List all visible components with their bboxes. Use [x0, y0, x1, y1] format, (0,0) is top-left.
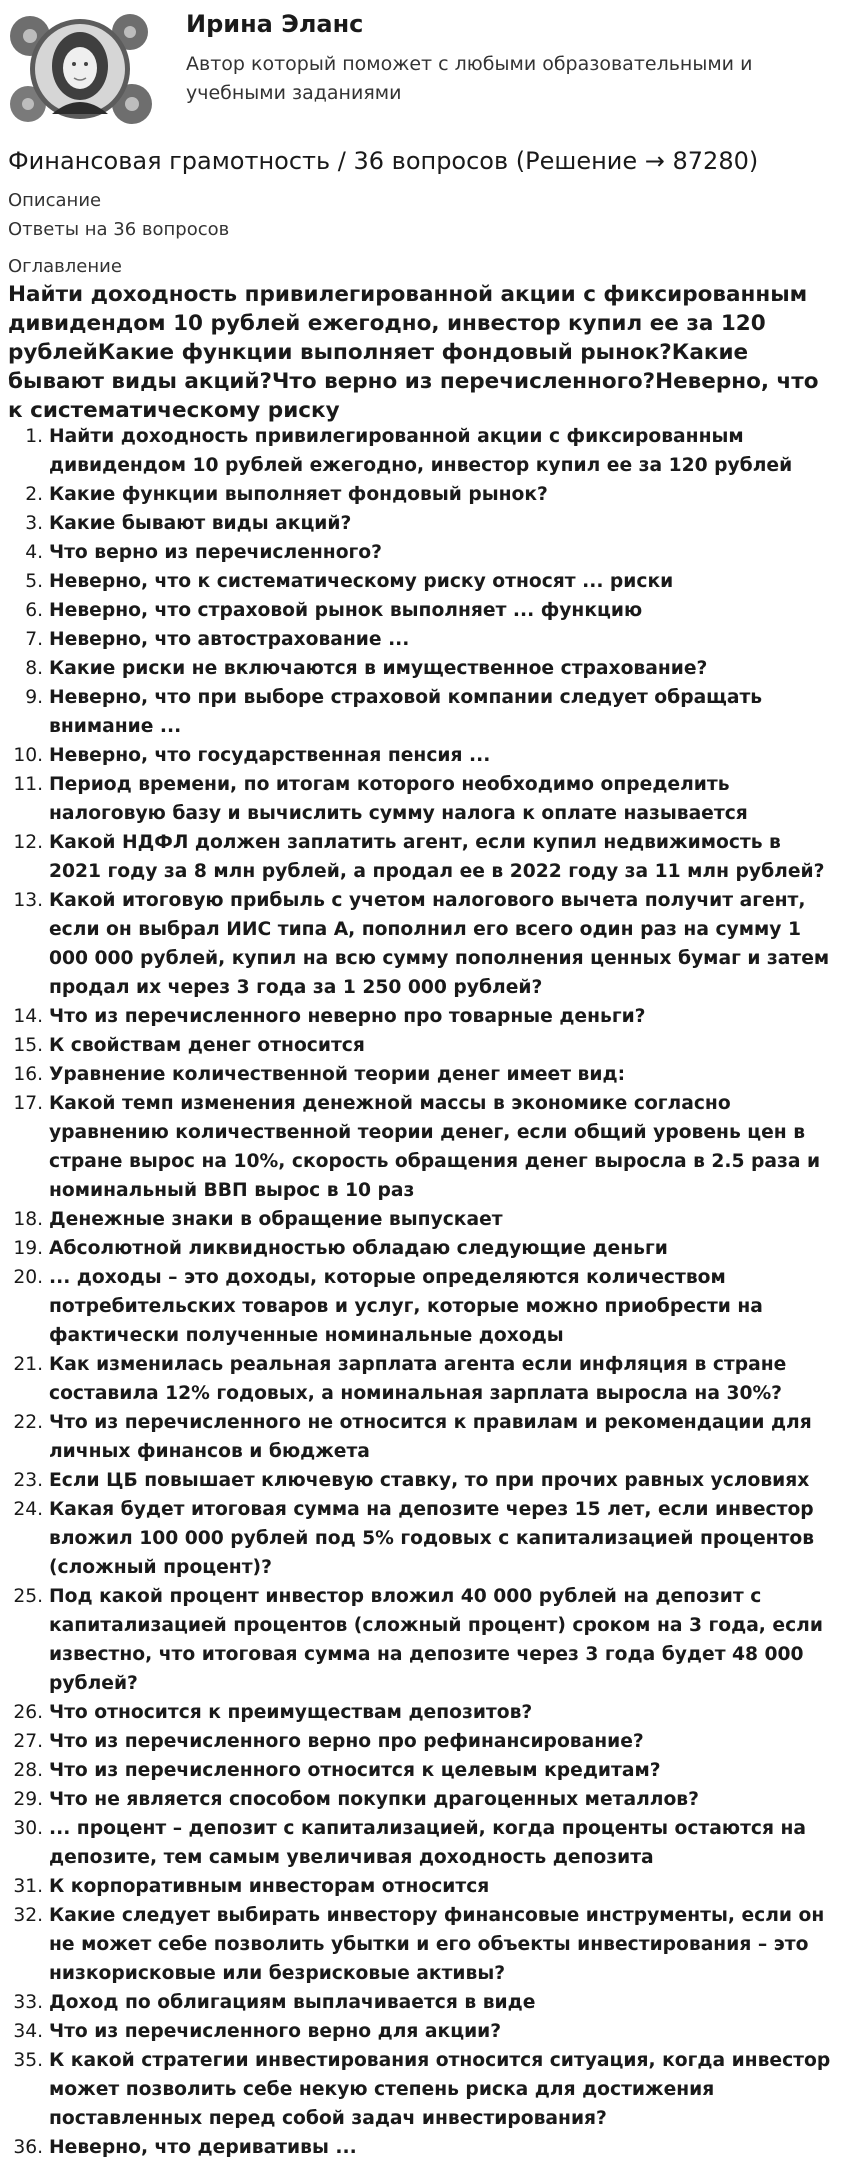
- description-text: Ответы на 36 вопросов: [8, 219, 230, 240]
- author-avatar[interactable]: [8, 8, 152, 130]
- question-item: 31. К корпоративным инвесторам относится: [49, 1872, 839, 1901]
- question-item: 1. Найти доходность привилегированной акции с фиксированным дивидендом 10 рублей ежегодно, инвестор купил ее за 120 рублей: [49, 422, 839, 480]
- question-item: 6. Неверно, что страховой рынок выполняет ... функцию: [49, 596, 839, 625]
- question-item: 30. ... процент – депозит с капитализацией, когда проценты остаются на депозите, тем самым увеличивая доходность депозита: [49, 1814, 839, 1872]
- question-item: 36. Неверно, что деривативы ...: [49, 2133, 839, 2162]
- question-item: 18. Денежные знаки в обращение выпускает: [49, 1205, 839, 1234]
- question-item: 33. Доход по облигациям выплачивается в виде: [49, 1988, 839, 2017]
- question-item: 29. Что не является способом покупки драгоценных металлов?: [49, 1785, 839, 1814]
- question-item: 19. Абсолютной ликвидностью обладаю следующие деньги: [49, 1234, 839, 1263]
- question-item: 14. Что из перечисленного неверно про товарные деньги?: [49, 1002, 839, 1031]
- question-item: 28. Что из перечисленного относится к целевым кредитам?: [49, 1756, 839, 1785]
- toc-heading: Найти доходность привилегированной акции с фиксированным дивидендом 10 рублей ежегодно, инвестор купил ее за 120 рублейКакие функции выполняет фондовый рынок?Какие бывают виды акций?Что верно из перечисленного?Неверно, что к систематическому риску: [8, 282, 819, 423]
- question-item: 13. Какой итоговую прибыль с учетом налогового вычета получит агент, если он выбрал ИИС типа А, пополнил его всего один раз на сумму 1 000 000 рублей, купил на всю сумму пополнения ценных бумаг и затем продал их через 3 года за 1 250 000 рублей?: [49, 886, 839, 1002]
- question-item: 22. Что из перечисленного не относится к правилам и рекомендации для личных финансов и бюджета: [49, 1408, 839, 1466]
- question-item: 20. ... доходы – это доходы, которые определяются количеством потребительских товаров и услуг, которые можно приобрести на фактически полученные номинальные доходы: [49, 1263, 839, 1350]
- question-item: 21. Как изменилась реальная зарплата агента если инфляция в стране составила 12% годовых, а номинальная зарплата выросла на 30%?: [49, 1350, 839, 1408]
- question-item: 2. Какие функции выполняет фондовый рынок?: [49, 480, 839, 509]
- description-label: Описание: [8, 190, 102, 211]
- question-item: 35. К какой стратегии инвестирования относится ситуация, когда инвестор может позволить себе некую степень риска для достижения поставленных перед собой задач инвестирования?: [49, 2046, 839, 2133]
- author-name[interactable]: Ирина Эланс: [186, 10, 364, 38]
- question-item: 25. Под какой процент инвестор вложил 40 000 рублей на депозит с капитализацией процентов (сложный процент) сроком на 3 года, если известно, что итоговая сумма на депозите через 3 года будет 48 000 рублей?: [49, 1582, 839, 1698]
- toc-label: Оглавление: [8, 256, 122, 277]
- question-item: 10. Неверно, что государственная пенсия ...: [49, 741, 839, 770]
- author-description: Автор который поможет с любыми образовательными и учебными заданиями: [186, 53, 753, 104]
- question-item: 16. Уравнение количественной теории денег имеет вид:: [49, 1060, 839, 1089]
- question-item: 32. Какие следует выбирать инвестору финансовые инструменты, если он не может себе позволить убытки и его объекты инвестирования – это низкорисковые или безрисковые активы?: [49, 1901, 839, 1988]
- author-card: [0, 0, 847, 130]
- question-item: 27. Что из перечисленного верно про рефинансирование?: [49, 1727, 839, 1756]
- questions-list: [0, 422, 839, 2162]
- question-item: 8. Какие риски не включаются в имущественное страхование?: [49, 654, 839, 683]
- question-item: 24. Какая будет итоговая сумма на депозите через 15 лет, если инвестор вложил 100 000 рублей под 5% годовых с капитализацией процентов (сложный процент)?: [49, 1495, 839, 1582]
- question-item: 34. Что из перечисленного верно для акции?: [49, 2017, 839, 2046]
- question-item: 3. Какие бывают виды акций?: [49, 509, 839, 538]
- question-item: 11. Период времени, по итогам которого необходимо определить налоговую базу и вычислить сумму налога к оплате называется: [49, 770, 839, 828]
- document-title: Финансовая грамотность / 36 вопросов (Решение → 87280): [8, 147, 759, 175]
- question-item: 7. Неверно, что автострахование ...: [49, 625, 839, 654]
- question-item: 23. Если ЦБ повышает ключевую ставку, то при прочих равных условиях: [49, 1466, 839, 1495]
- question-item: 4. Что верно из перечисленного?: [49, 538, 839, 567]
- question-item: 12. Какой НДФЛ должен заплатить агент, если купил недвижимость в 2021 году за 8 млн рублей, а продал ее в 2022 году за 11 млн рублей?: [49, 828, 839, 886]
- question-item: 17. Какой темп изменения денежной массы в экономике согласно уравнению количественной теории денег, если общий уровень цен в стране вырос на 10%, скорость обращения денег выросла в 2.5 раза и номинальный ВВП вырос в 10 раз: [49, 1089, 839, 1205]
- question-item: 5. Неверно, что к систематическому риску относят ... риски: [49, 567, 839, 596]
- question-item: 15. К свойствам денег относится: [49, 1031, 839, 1060]
- question-item: 9. Неверно, что при выборе страховой компании следует обращать внимание ...: [49, 683, 839, 741]
- question-item: 26. Что относится к преимуществам депозитов?: [49, 1698, 839, 1727]
